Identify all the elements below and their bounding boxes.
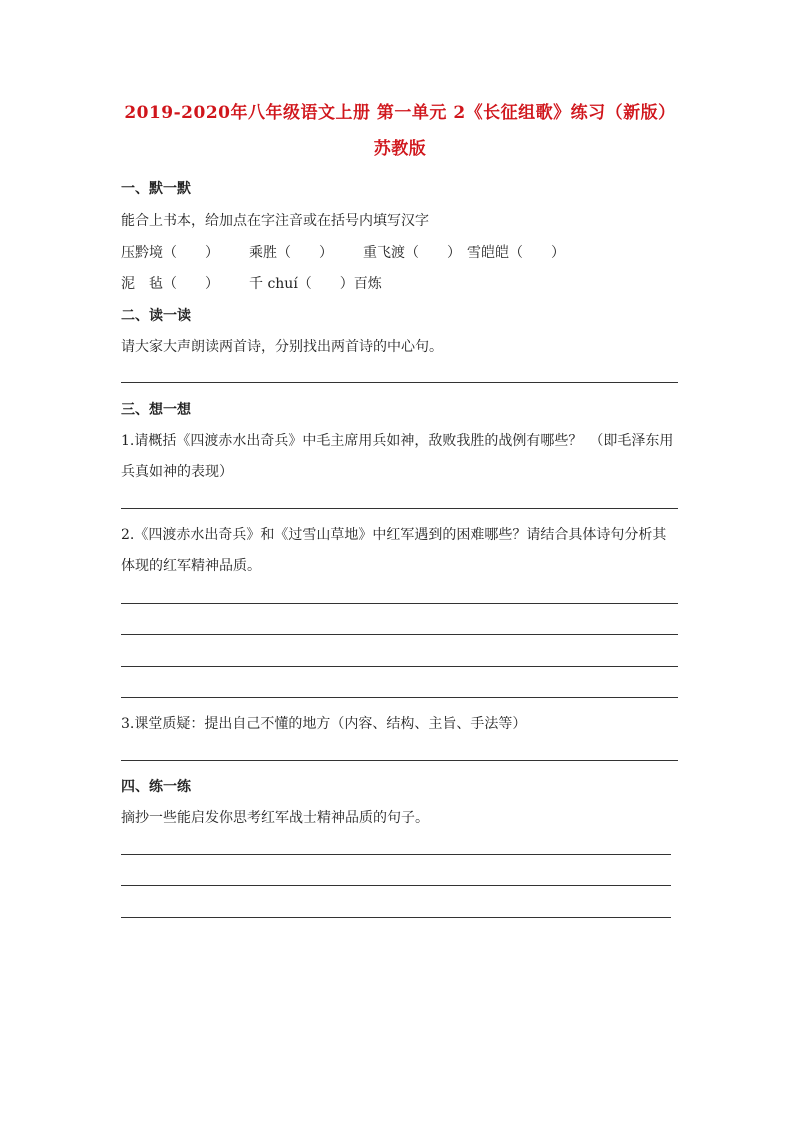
- pinyin-item-4: 雪皑皑（ ）: [467, 245, 565, 261]
- section1-heading: 一、默一默: [121, 181, 191, 197]
- answer-line: [121, 917, 671, 918]
- question-2-line2: 体现的红军精神品质。: [121, 558, 261, 574]
- section4-instruction: 摘抄一些能启发你思考红军战士精神品质的句子。: [121, 810, 429, 826]
- answer-line: [121, 885, 671, 886]
- answer-line: [121, 382, 678, 383]
- section2-instruction: 请大家大声朗读两首诗，分别找出两首诗的中心句。: [121, 339, 443, 355]
- pinyin-item-6: 千 chuí（ ）百炼: [249, 276, 382, 292]
- section2-heading: 二、读一读: [121, 308, 191, 324]
- answer-line: [121, 854, 671, 855]
- doc-title-line1: 2019-2020年八年级语文上册 第一单元 2《长征组歌》练习（新版）: [124, 103, 676, 123]
- answer-line: [121, 508, 678, 509]
- section4-heading: 四、练一练: [121, 779, 191, 795]
- question-3: 3.课堂质疑：提出自己不懂的地方（内容、结构、主旨、手法等）: [121, 716, 527, 732]
- doc-title-line2: 苏教版: [373, 139, 427, 159]
- pinyin-item-5: 泥 毡（ ）: [121, 276, 219, 292]
- answer-line: [121, 760, 678, 761]
- answer-line: [121, 666, 678, 667]
- section3-heading: 三、想一想: [121, 402, 191, 418]
- answer-line: [121, 697, 678, 698]
- pinyin-item-1: 压黔境（ ）: [121, 245, 219, 261]
- question-2-line1: 2.《四渡赤水出奇兵》和《过雪山草地》中红军遇到的困难哪些？请结合具体诗句分析其: [121, 527, 667, 543]
- pinyin-item-2: 乘胜（ ）: [249, 245, 333, 261]
- section1-instruction: 能合上书本，给加点在字注音或在括号内填写汉字: [121, 213, 429, 229]
- question-1-line2: 兵真如神的表现）: [121, 464, 233, 480]
- question-1-line1: 1.请概括《四渡赤水出奇兵》中毛主席用兵如神，敌败我胜的战例有哪些？ （即毛泽东用: [121, 433, 674, 449]
- answer-line: [121, 603, 678, 604]
- pinyin-item-3: 重飞渡（ ）: [363, 245, 461, 261]
- answer-line: [121, 634, 678, 635]
